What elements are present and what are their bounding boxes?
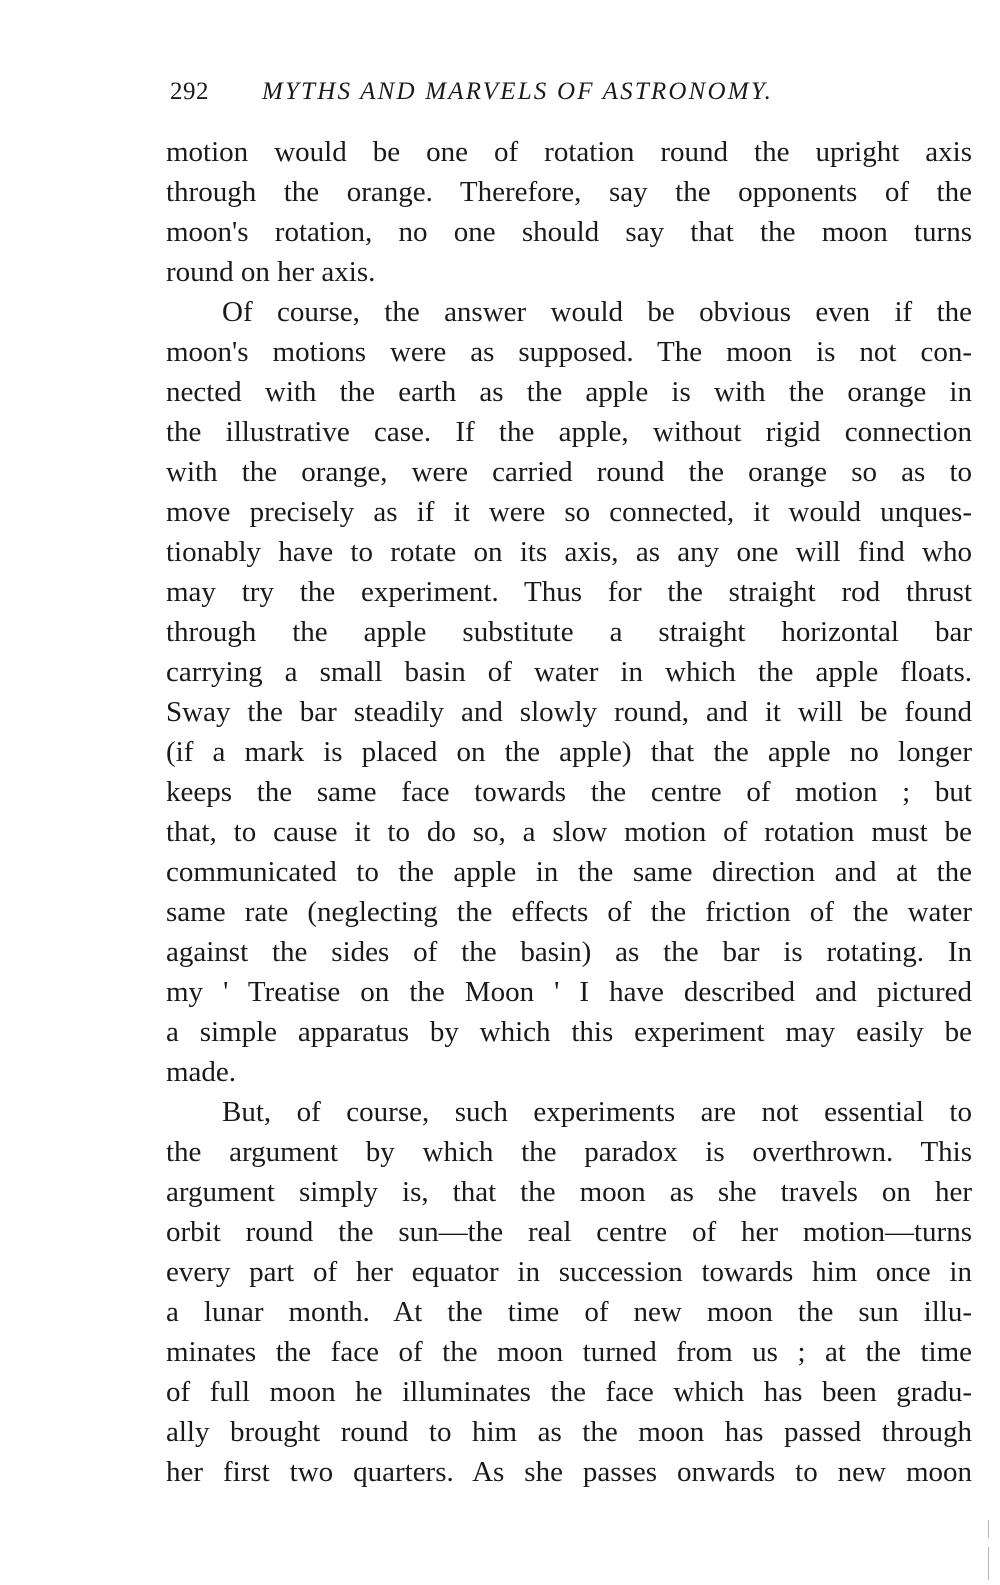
text-line: minates the face of the moon turned from us ; at the time <box>166 1336 972 1368</box>
text-line: a simple apparatus by which this experiment may easily be <box>166 1016 972 1048</box>
text-line: carrying a small basin of water in which the apple floats. <box>166 656 972 688</box>
text-line: orbit round the sun—the real centre of her motion—turns <box>166 1216 972 1248</box>
text-line: moon's motions were as supposed. The moon is not con- <box>166 336 972 368</box>
text-line: argument simply is, that the moon as she travels on her <box>166 1176 972 1208</box>
scan-edge-mark <box>988 1520 989 1580</box>
text-line: round on her axis. <box>166 256 376 288</box>
text-line: (if a mark is placed on the apple) that the apple no longer <box>166 736 972 768</box>
running-head <box>170 74 970 110</box>
text-line: the illustrative case. If the apple, without rigid connection <box>166 416 972 448</box>
text-line: through the orange. Therefore, say the opponents of the <box>166 176 972 208</box>
running-title: MYTHS AND MARVELS OF ASTRONOMY. <box>262 78 774 105</box>
text-line: communicated to the apple in the same direction and at the <box>166 856 972 888</box>
text-line: moon's rotation, no one should say that the moon turns <box>166 216 972 248</box>
text-line: of full moon he illuminates the face which has been gradu- <box>166 1376 972 1408</box>
text-line: through the apple substitute a straight horizontal bar <box>166 616 972 648</box>
text-line: ally brought round to him as the moon has passed through <box>166 1416 972 1448</box>
text-line: But, of course, such experiments are not essential to <box>222 1096 972 1128</box>
text-line: keeps the same face towards the centre of motion ; but <box>166 776 972 808</box>
body-text <box>166 132 972 1492</box>
text-line: with the orange, were carried round the orange so as to <box>166 456 972 488</box>
page-number: 292 <box>170 78 209 105</box>
text-line: every part of her equator in succession towards him once in <box>166 1256 972 1288</box>
paragraph <box>166 292 972 1092</box>
text-line: Of course, the answer would be obvious even if the <box>222 296 972 328</box>
paragraph <box>166 132 972 292</box>
text-line: Sway the bar steadily and slowly round, and it will be found <box>166 696 972 728</box>
text-line: nected with the earth as the apple is with the orange in <box>166 376 972 408</box>
text-line: a lunar month. At the time of new moon the sun illu- <box>166 1296 972 1328</box>
text-line: her first two quarters. As she passes onwards to new moon <box>166 1456 972 1488</box>
text-line: that, to cause it to do so, a slow motion of rotation must be <box>166 816 972 848</box>
text-line: may try the experiment. Thus for the straight rod thrust <box>166 576 972 608</box>
text-line: move precisely as if it were so connected, it would unques- <box>166 496 972 528</box>
paragraph <box>166 1092 972 1492</box>
text-line: tionably have to rotate on its axis, as any one will find who <box>166 536 972 568</box>
text-line: made. <box>166 1056 237 1088</box>
text-line: motion would be one of rotation round the upright axis <box>166 136 972 168</box>
text-line: the argument by which the paradox is overthrown. This <box>166 1136 972 1168</box>
text-line: against the sides of the basin) as the bar is rotating. In <box>166 936 972 968</box>
text-line: my ' Treatise on the Moon ' I have described and pictured <box>166 976 972 1008</box>
text-line: same rate (neglecting the effects of the friction of the water <box>166 896 972 928</box>
